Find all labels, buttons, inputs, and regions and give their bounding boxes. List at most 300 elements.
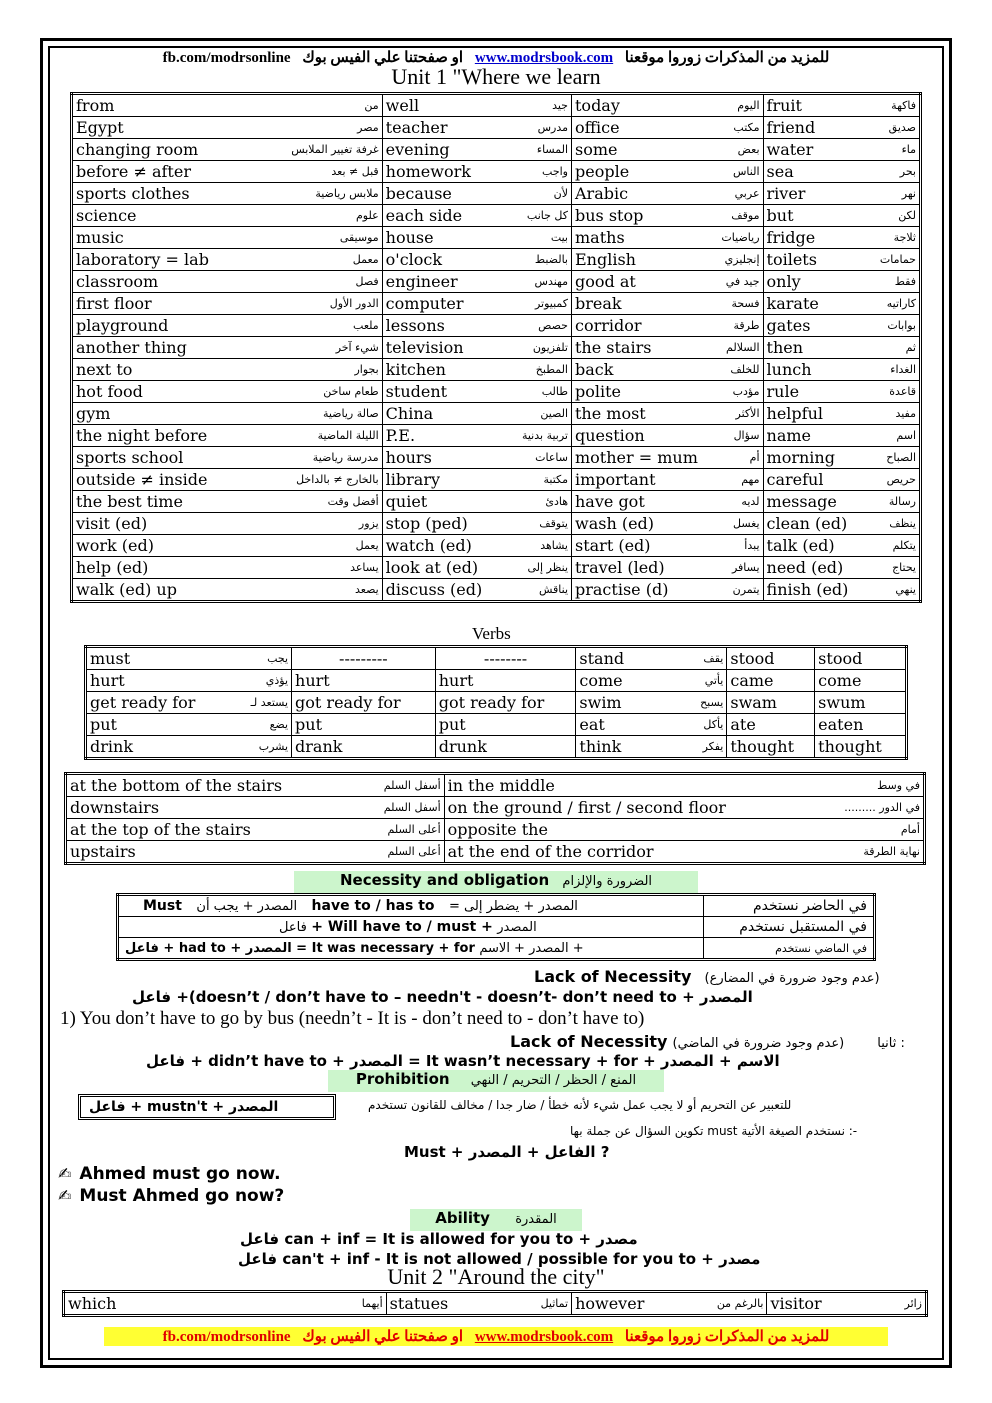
english-word: drunk (438, 737, 487, 756)
english-word: thought (818, 737, 882, 756)
vocab-row (72, 359, 921, 381)
english-word: on the ground / first / second floor (447, 798, 726, 817)
vocab-cell (763, 359, 920, 381)
arabic-meaning: بعض (737, 143, 760, 156)
time-past: في الماضي نستخدم (703, 938, 874, 960)
arabic-meaning: لديه (741, 495, 760, 508)
vocab-cell (72, 183, 383, 205)
arabic-meaning: من (364, 99, 379, 112)
arabic-meaning: يغسل (733, 517, 760, 530)
english-word: thought (730, 737, 795, 756)
english-word: laboratory = lab (76, 250, 209, 269)
vocab-row (72, 425, 921, 447)
verb-form-cell (435, 714, 576, 736)
english-word: evening (385, 140, 450, 159)
english-word: people (575, 162, 630, 181)
vocab-row (72, 447, 921, 469)
vocab-cell (763, 557, 920, 579)
vocab-cell (763, 227, 920, 249)
english-word: toilets (766, 250, 817, 269)
place-cell (444, 819, 924, 841)
english-word: important (575, 470, 656, 489)
english-word: break (575, 294, 622, 313)
pen-icon: ✍ (58, 1164, 72, 1183)
english-word: English (575, 250, 636, 269)
fb-link-bottom[interactable]: fb.com/modrsonline (162, 1329, 291, 1345)
lack-past-label: Lack of Necessity (510, 1032, 668, 1051)
verb-base-cell (86, 670, 292, 692)
english-word: message (766, 492, 837, 511)
verbs-table (84, 645, 908, 760)
arabic-meaning: ملابس رياضية (315, 187, 379, 200)
vocab-cell (763, 117, 920, 139)
english-word: put (295, 715, 323, 734)
unit1-title: Unit 1 "Where we learn (391, 64, 601, 89)
verbs-title: Verbs (472, 624, 511, 643)
vocab-cell (763, 579, 920, 602)
question-formula: Must + الفاعل + المصدر ? (404, 1143, 610, 1161)
arabic-meaning: كاراتيه (886, 297, 916, 310)
vocab-cell (763, 139, 920, 161)
english-word: statues (389, 1294, 449, 1313)
english-word: drank (295, 737, 343, 756)
arabic-meaning: يسبح (700, 696, 724, 709)
english-word: today (575, 96, 620, 115)
english-word: careful (766, 470, 824, 489)
vocab-cell (572, 535, 764, 557)
english-word: opposite the (447, 820, 548, 839)
english-word: have got (575, 492, 645, 511)
vocab-cell (382, 337, 571, 359)
arabic-meaning: أيهما (361, 1297, 383, 1310)
arabic-meaning: نهاية الطرقة (863, 845, 920, 858)
arabic-meaning: ماء (901, 143, 916, 156)
english-word: walk (ed) up (76, 580, 177, 599)
english-word: water (766, 140, 814, 159)
vocab-row (72, 249, 921, 271)
english-word: o'clock (385, 250, 443, 269)
place-cell (66, 819, 445, 841)
arabic-meaning: مدرس (537, 121, 568, 134)
verb-form-cell (815, 714, 907, 736)
vocab-row (72, 381, 921, 403)
english-word: sea (766, 162, 794, 181)
english-word: got ready for (295, 693, 401, 712)
arabic-meaning: سؤال (733, 429, 760, 442)
arabic-meaning: يضع (269, 718, 289, 731)
vocab-cell (382, 425, 571, 447)
english-word: each side (385, 206, 463, 225)
arabic-meaning: الدور الأول (329, 297, 379, 310)
vocab-cell (763, 403, 920, 425)
arabic-meaning: بالخارج ≠ بالداخل (296, 473, 379, 486)
necessity-heading (294, 871, 698, 893)
english-word: some (575, 140, 618, 159)
arabic-meaning: الغداء (890, 363, 916, 376)
english-word: put (438, 715, 466, 734)
necessity-row-present (118, 895, 875, 917)
vocab-row (72, 117, 921, 139)
verb-base-cell (576, 647, 727, 670)
english-word: another thing (76, 338, 187, 357)
english-word: come (579, 671, 623, 690)
english-word: sports school (76, 448, 184, 467)
vocab-cell (572, 425, 764, 447)
arabic-meaning: علوم (355, 209, 379, 222)
verb-row (86, 736, 907, 759)
arabic-meaning: بجوار (354, 363, 379, 376)
arabic-meaning: مصر (357, 121, 379, 134)
arabic-meaning: ينظر إلى (527, 561, 568, 574)
vocab-cell (382, 293, 571, 315)
verb-form-cell (727, 647, 815, 670)
vocab-cell (572, 205, 764, 227)
verb-base-cell (576, 714, 727, 736)
vocab-cell (72, 337, 383, 359)
arabic-meaning: المطبخ (535, 363, 568, 376)
verb-base-cell (576, 692, 727, 714)
arabic-meaning: بيت (550, 231, 568, 244)
place-cell (66, 774, 445, 797)
arabic-meaning: يزور (358, 517, 379, 530)
vocab-cell (72, 469, 383, 491)
vocab-cell (572, 94, 764, 117)
arabic-meaning: أعلى السلم (387, 845, 441, 858)
english-word: work (ed) (76, 536, 154, 555)
vocab-cell (72, 94, 383, 117)
header-ar-visit: للمزيد من المذكرات زوروا موقعنا (624, 50, 830, 66)
place-cell (66, 841, 445, 864)
english-word: in the middle (447, 776, 555, 795)
place-row (66, 797, 925, 819)
ability-heading (410, 1209, 582, 1231)
english-word: P.E. (385, 426, 416, 445)
vocab-row (72, 535, 921, 557)
arabic-meaning: رياضيات (721, 231, 760, 244)
english-word: hurt (90, 671, 125, 690)
vocab-row (72, 513, 921, 535)
vocab-cell (72, 535, 383, 557)
vocab-cell (572, 381, 764, 403)
english-word: stop (ped) (385, 514, 468, 533)
english-word: Egypt (76, 118, 124, 137)
lack-present-heading (534, 967, 880, 986)
vocab-cell (72, 403, 383, 425)
arabic-meaning: ثم (905, 341, 916, 354)
english-word: hurt (295, 671, 330, 690)
vocab-cell (572, 579, 764, 602)
english-word: must (90, 649, 131, 668)
vocab-cell (763, 535, 920, 557)
english-word: polite (575, 382, 622, 401)
vocab-cell (382, 447, 571, 469)
vocab-cell (72, 315, 383, 337)
english-word: practise (d) (575, 580, 669, 599)
english-word: downstairs (70, 798, 160, 817)
prohibition-title: Prohibition (355, 1070, 450, 1088)
english-word: the most (575, 404, 646, 423)
place-cell (444, 797, 924, 819)
english-word: start (ed) (575, 536, 651, 555)
english-word: changing room (76, 140, 199, 159)
arabic-meaning: فسحة (731, 297, 760, 310)
english-word: swam (730, 693, 777, 712)
english-word: at the bottom of the stairs (70, 776, 283, 795)
english-word: mother = mum (575, 448, 698, 467)
vocab-cell (382, 227, 571, 249)
arabic-meaning: طعام ساخن (323, 385, 379, 398)
time-present: في الحاضر نستخدم (703, 895, 874, 917)
english-word: classroom (76, 272, 159, 291)
arabic-meaning: يستعد لـ (250, 696, 289, 709)
arabic-meaning: يناقش (538, 583, 568, 596)
english-word: upstairs (70, 842, 136, 861)
past-formula-ar: المصدر + الاسم + (479, 941, 584, 956)
ability-line-2: فاعل can't + inf - It is not allowed / possible for you to + مصدر (238, 1250, 761, 1268)
vocab-row (72, 315, 921, 337)
vocab-row (72, 293, 921, 315)
english-word: the night before (76, 426, 208, 445)
vocab-row (72, 557, 921, 579)
english-word: -------- (483, 649, 528, 668)
vocab-cell (382, 161, 571, 183)
vocab-cell (382, 315, 571, 337)
place-row (66, 819, 925, 841)
vocab-cell (72, 425, 383, 447)
arabic-meaning: جيد (552, 99, 568, 112)
arabic-meaning: هادئ (545, 495, 568, 508)
fb-link[interactable]: fb.com/modrsonline (162, 50, 291, 66)
arabic-meaning: حمامات (879, 253, 916, 266)
arabic-meaning: مكتب (733, 121, 760, 134)
english-word: look at (ed) (385, 558, 479, 577)
arabic-meaning: مكتبة (543, 473, 568, 486)
english-word: hot food (76, 382, 143, 401)
vocab-cell (763, 205, 920, 227)
vocab-cell (763, 447, 920, 469)
english-word: science (76, 206, 137, 225)
english-word: clean (ed) (766, 514, 848, 533)
vocab-cell (386, 1292, 571, 1316)
site-link-bottom[interactable]: www.modrsbook.com (474, 1329, 614, 1345)
arabic-meaning: الصين (540, 407, 568, 420)
arabic-meaning: غرفة تغيير الملابس (291, 143, 379, 156)
english-word: talk (ed) (766, 536, 835, 555)
vocab-cell (572, 447, 764, 469)
arabic-meaning: المساء (536, 143, 568, 156)
verb-form-cell (292, 692, 436, 714)
english-word: lunch (766, 360, 812, 379)
must-formula-ar: المصدر + يجب أن (196, 899, 298, 914)
arabic-meaning: فقط (894, 275, 916, 288)
necessity-title: Necessity and obligation (339, 871, 550, 889)
vocab-cell (72, 513, 383, 535)
arabic-meaning: ينظف (889, 517, 916, 530)
place-cell (444, 774, 924, 797)
english-word: rule (766, 382, 800, 401)
arabic-meaning: أسفل السلم (383, 779, 441, 792)
vocab-row (72, 139, 921, 161)
verb-base-cell (86, 647, 292, 670)
vocab-cell (763, 315, 920, 337)
vocab-cell (72, 161, 383, 183)
english-word: discuss (ed) (385, 580, 483, 599)
vocab-cell (763, 337, 920, 359)
vocab-cell (382, 183, 571, 205)
arabic-meaning: نهر (901, 187, 916, 200)
verb-form-cell (815, 670, 907, 692)
arabic-meaning: واجب (542, 165, 568, 178)
vocab-row (72, 161, 921, 183)
vocab-row (72, 491, 921, 513)
vocab-cell (72, 205, 383, 227)
ability-line-1: فاعل can + inf = It is allowed for you to + مصدر (240, 1230, 638, 1248)
arabic-meaning: الصباح (886, 451, 916, 464)
verb-form-cell (727, 670, 815, 692)
vocab-cell (572, 271, 764, 293)
arabic-meaning: يبدأ (744, 539, 760, 552)
vocab-cell (72, 117, 383, 139)
lack-present-label-ar: (عدم وجود ضرورة في المضارع) (704, 971, 880, 986)
vocab-cell (72, 447, 383, 469)
arabic-meaning: تربية بدنية (521, 429, 568, 442)
vocab-cell (382, 557, 571, 579)
arabic-meaning: يحتاج (892, 561, 916, 574)
english-word: put (90, 715, 117, 734)
english-word: from (76, 96, 115, 115)
english-word: --------- (339, 649, 388, 668)
vocab-row (72, 271, 921, 293)
vocab-row (72, 337, 921, 359)
english-word: question (575, 426, 645, 445)
future-formula-ar: المصدر (497, 920, 537, 935)
verb-row (86, 692, 907, 714)
vocab-cell (382, 271, 571, 293)
english-word: name (766, 426, 811, 445)
arabic-meaning: موسيقى (339, 231, 379, 244)
english-word: computer (385, 294, 464, 313)
arabic-meaning: بالضبط (534, 253, 568, 266)
english-word: visitor (770, 1294, 822, 1313)
place-row (66, 774, 925, 797)
arabic-meaning: يشرب (258, 740, 289, 753)
site-link[interactable]: www.modrsbook.com (474, 50, 614, 66)
vocab-cell (382, 491, 571, 513)
lack-present-label: Lack of Necessity (534, 967, 692, 986)
arabic-meaning: صالة رياضية (322, 407, 379, 420)
arabic-meaning: قاعدة (889, 385, 916, 398)
arabic-meaning: كمبيوتر (534, 297, 568, 310)
arabic-meaning: بالرغم من (716, 1297, 764, 1310)
vocab-cell (382, 469, 571, 491)
arabic-meaning: تلفزيون (532, 341, 568, 354)
vocab-cell (72, 227, 383, 249)
english-word: watch (ed) (385, 536, 472, 555)
arabic-meaning: ينهي (895, 583, 916, 596)
english-word: drink (90, 737, 134, 756)
english-word: fridge (766, 228, 816, 247)
english-word: only (766, 272, 801, 291)
english-word: teacher (385, 118, 448, 137)
english-word: well (385, 96, 420, 115)
vocab-row (72, 227, 921, 249)
example-question (58, 1186, 284, 1206)
vocab-cell (72, 491, 383, 513)
bottom-ar-visit: للمزيد من المذكرات زوروا موقعنا (624, 1329, 830, 1345)
english-word: kitchen (385, 360, 446, 379)
english-word: before ≠ after (76, 162, 191, 181)
vocab-cell (763, 271, 920, 293)
vocab-cell (572, 403, 764, 425)
vocab-cell (382, 139, 571, 161)
english-word: came (730, 671, 774, 690)
english-word: quiet (385, 492, 428, 511)
prohibition-heading (328, 1070, 664, 1092)
arabic-meaning: ساعات (535, 451, 568, 464)
arabic-meaning: يشاهد (540, 539, 568, 552)
vocab-cell (763, 491, 920, 513)
english-word: office (575, 118, 620, 137)
english-word: eat (579, 715, 605, 734)
arabic-meaning: ملعب (353, 319, 379, 332)
example-statement (58, 1164, 281, 1184)
verb-row (86, 670, 907, 692)
vocab-cell (763, 381, 920, 403)
verb-form-cell (435, 692, 576, 714)
arabic-meaning: جيد في (725, 275, 760, 288)
arabic-meaning: يأتي (704, 674, 724, 687)
arabic-meaning: الليلة الماضية (317, 429, 379, 442)
future-subject-ar: فاعل (279, 920, 307, 935)
example-question-text: Must Ahmed go now? (79, 1186, 285, 1206)
arabic-meaning: يفكر (702, 740, 724, 753)
place-cell (66, 797, 445, 819)
arabic-meaning: إنجليزي (724, 253, 760, 266)
arabic-meaning: يعمل (355, 539, 379, 552)
vocab-cell (763, 469, 920, 491)
past-formula: فاعل + had to + المصدر = It was necessary + for (125, 941, 475, 956)
english-word: house (385, 228, 434, 247)
verb-form-cell (727, 692, 815, 714)
english-word: river (766, 184, 806, 203)
english-word: stood (818, 649, 863, 668)
verb-base-cell (86, 692, 292, 714)
verb-form-cell (292, 714, 436, 736)
verb-form-cell (727, 736, 815, 759)
english-word: hours (385, 448, 432, 467)
arabic-meaning: أمام (900, 823, 920, 836)
vocab-cell (572, 183, 764, 205)
vocab-cell (72, 579, 383, 602)
english-word: China (385, 404, 434, 423)
lack-past-heading (510, 1032, 905, 1051)
vocab-cell (382, 381, 571, 403)
vocab-row (72, 94, 921, 117)
bottom-ar-follow: او صفحتنا علي الفيس بوك (302, 1329, 464, 1345)
english-word: wash (ed) (575, 514, 655, 533)
english-word: student (385, 382, 448, 401)
vocab-cell (72, 359, 383, 381)
english-word: which (68, 1294, 117, 1313)
arabic-meaning: لأن (553, 187, 568, 200)
arabic-meaning: مؤدب (732, 385, 760, 398)
arabic-meaning: يتوقف (539, 517, 568, 530)
arabic-meaning: يؤذي (265, 674, 289, 687)
verb-form-cell (292, 736, 436, 759)
example-1: 1) You don’t have to go by bus (needn’t - It is - don’t need to - don’t have to) (60, 1008, 645, 1029)
arabic-meaning: صديق (888, 121, 916, 134)
english-word: Arabic (575, 184, 629, 203)
